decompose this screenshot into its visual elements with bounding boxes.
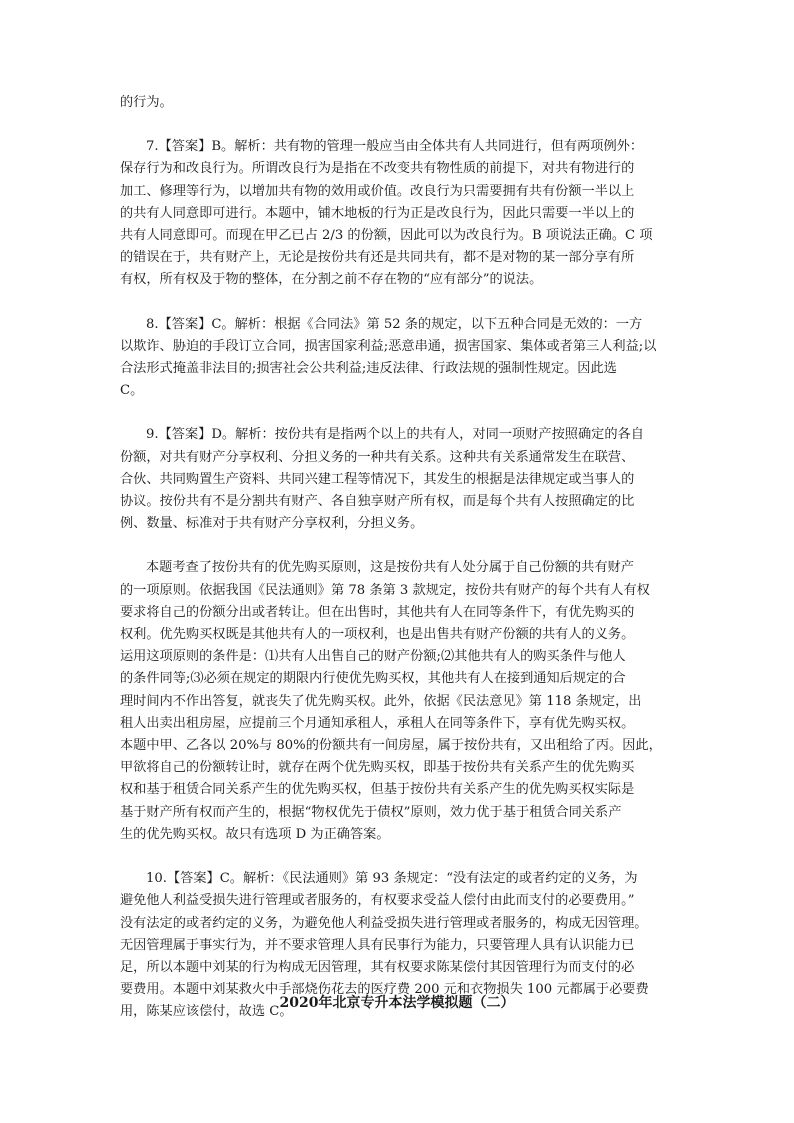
text-line: 7.【答案】B。解析：共有物的管理一般应当由全体共有人共同进行，但有两项例外： xyxy=(146,139,644,155)
text-line: 避免他人利益受损失进行管理或者服务的，有权要求受益人偿付由此而支付的必要费用。” xyxy=(120,893,635,909)
text-line: 理时间内不作出答复，就丧失了优先购买权。此外，依据《民法意见》第 118 条规定，出 xyxy=(120,693,642,709)
text-line: 的条件同等;⑶必须在规定的期限内行使优先购买权，其他共有人在接到通知后规定的合 xyxy=(120,671,626,687)
text-line: 生的优先购买权。故只有选项 D 为正确答案。 xyxy=(120,826,390,842)
text-line: 的行为。 xyxy=(120,95,173,110)
text-line: 的错误在于，共有财产上，无论是按份共有还是共同共有，都不是对物的某一部分享有所 xyxy=(120,250,635,266)
text-line: 保存行为和改良行为。所谓改良行为是指在不改变共有物性质的前提下，对共有物进行的 xyxy=(120,161,635,177)
document-body xyxy=(120,92,668,1046)
text-line: 基于财产所有权而产生的，根据“物权优先于债权”原则，效力优于基于租赁合同关系产 xyxy=(120,804,622,820)
text-line: 协议。按份共有不是分割共有财产、各自独享财产所有权，而是每个共有人按照确定的比 xyxy=(120,494,635,510)
text-line: 甲欲将自己的份额转让时，就存在两个优先购买权，即基于按份共有关系产生的优先购买 xyxy=(120,760,635,776)
text-line: 份额，对共有财产分享权利、分担义务的一种共有关系。这种共有关系通常发生在联营、 xyxy=(120,449,635,465)
text-line: 10.【答案】C。解析：《民法通则》第 93 条规定：“没有法定的或者约定的义务，为 xyxy=(146,871,638,887)
text-line: 9.【答案】D。解析：按份共有是指两个以上的共有人，对同一项财产按照确定的各自 xyxy=(146,427,644,443)
answer-9-paragraph xyxy=(120,424,668,535)
text-line: 的一项原则。依据我国《民法通则》第 78 条第 3 款规定，按份共有财产的每个共有人有权 xyxy=(120,582,650,598)
text-line: 用，陈某应该偿付，故选 C。 xyxy=(120,1004,293,1020)
text-line: 无因管理属于事实行为，并不要求管理人具有民事行为能力，只要管理人具有认识能力已 xyxy=(120,937,635,953)
text-line: 例、数量、标准对于共有财产分享权利，分担义务。 xyxy=(120,516,424,532)
text-line: 以欺诈、胁迫的手段订立合同，损害国家利益;恶意串通，损害国家、集体或者第三人利益;以 xyxy=(120,338,657,354)
text-line: 运用这项原则的条件是：⑴共有人出售自己的财产份额;⑵其他共有人的购买条件与他人 xyxy=(120,649,626,665)
text-line: 要求将自己的份额分出或者转让。但在出售时，其他共有人在同等条件下，有优先购买的 xyxy=(120,604,635,620)
text-line: 本题中甲、乙各以 20%与 80%的份额共有一间房屋，属于按份共有，又出租给了丙。因此， xyxy=(120,738,662,754)
text-line: 没有法定的或者约定的义务，为避免他人利益受损失进行管理或者服务的，构成无因管理。 xyxy=(120,915,648,931)
text-line: 加工、修理等行为，以增加共有物的效用或价值。改良行为只需要拥有共有份额一半以上 xyxy=(120,183,635,199)
text-line: 的共有人同意即可进行。本题中，铺木地板的行为正是改良行为，因此只需要一半以上的 xyxy=(120,205,635,221)
text-line: 权利。优先购买权既是其他共有人的一项权利，也是出售共有财产份额的共有人的义务。 xyxy=(120,627,635,643)
text-line: C。 xyxy=(120,383,144,399)
text-line: 足，所以本题中刘某的行为构成无因管理，其有权要求陈某偿付其因管理行为而支付的必 xyxy=(120,959,635,975)
paragraph-continuation xyxy=(120,92,668,114)
text-line: 合法形式掩盖非法目的;损害社会公共利益;违反法律、行政法规的强制性规定。因此选 xyxy=(120,361,617,377)
text-line: 有权，所有权及于物的整体，在分割之前不存在物的“应有部分”的说法。 xyxy=(120,272,543,288)
answer-9-explanation-paragraph xyxy=(120,557,668,846)
section-title: 2020年北京专升本法学模拟题（二） xyxy=(279,995,515,1011)
text-line: 共有人同意即可。而现在甲乙已占 2/3 的份额，因此可以为改良行为。B 项说法正确。C 项 xyxy=(120,228,653,244)
text-line: 租人出卖出租房屋，应提前三个月通知承租人，承租人在同等条件下，享有优先购买权。 xyxy=(120,715,635,731)
text-line: 权和基于租赁合同关系产生的优先购买权，但基于按份共有关系产生的优先购买权实际是 xyxy=(120,782,635,798)
answer-8-paragraph xyxy=(120,314,668,403)
text-line: 合伙、共同购置生产资料、共同兴建工程等情况下，其发生的根据是法律规定或当事人的 xyxy=(120,471,635,487)
text-line: 本题考查了按份共有的优先购买原则，这是按份共有人处分属于自己份额的共有财产 xyxy=(146,560,634,576)
answer-7-paragraph xyxy=(120,136,668,291)
text-line: 要费用。本题中刘某救火中手部烧伤花去的医疗费 200 元和衣物损失 100 元都属于必要费 xyxy=(120,982,649,998)
text-line: 8.【答案】C。解析：根据《合同法》第 52 条的规定，以下五种合同是无效的：一方 xyxy=(146,316,643,332)
